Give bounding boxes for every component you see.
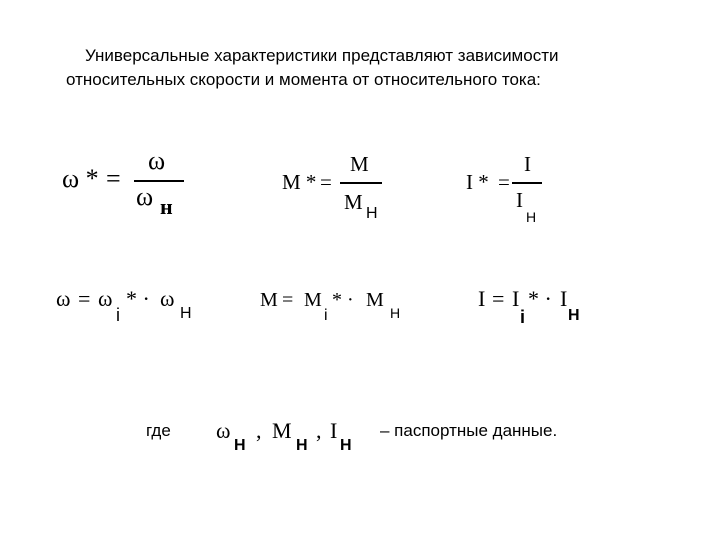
moment-abs-lhs: M [260,289,278,311]
current-abs-rhs-sub: Н [568,307,580,324]
intro-paragraph [66,44,666,92]
current-abs-rhs: I [560,286,568,311]
omega-abs-base: ω [98,286,113,311]
formula-omega-absolute [56,288,206,328]
moment-rel-den: M [344,190,363,214]
current-rel-den-sub: Н [526,209,537,225]
omega-abs-sub-i: i [116,305,120,325]
current-abs-lhs: I [478,286,486,311]
current-rel-lhs: I * [466,170,489,194]
omega-rel-num: ω [148,146,166,175]
moment-rel-eq: = [320,170,332,194]
footer-omega-sub: Н [234,437,246,454]
moment-abs-star: * · [332,289,354,311]
moment-abs-sub-i: i [324,307,328,324]
current-rel-fraction-bar [512,182,542,184]
footer-omega: ω [216,418,231,443]
moment-abs-base: M [304,289,322,311]
moment-abs-rhs-sub: Н [390,305,401,321]
formula-omega-relative [62,146,202,232]
passport-data-text: – паспортные данные. [380,421,558,440]
footer-current-sub: Н [340,437,352,454]
omega-abs-lhs: ω [56,286,71,311]
formula-current-relative [466,150,566,230]
moment-rel-den-sub: Н [366,205,378,222]
formula-moment-relative [282,152,402,232]
current-abs-base: I [512,286,520,311]
omega-abs-star: * · [126,286,150,311]
omega-rel-den-sub: н [160,194,173,219]
current-rel-den: I [516,188,523,212]
current-abs-star: * · [528,286,552,311]
moment-rel-fraction-bar [340,182,382,184]
footer-moment-sub: Н [296,437,308,454]
footer-comma-1: , [256,418,262,443]
current-rel-num: I [524,152,531,176]
current-rel-eq: = [498,170,510,194]
omega-abs-eq: = [78,286,91,311]
passport-data-symbols [216,418,376,458]
omega-abs-rhs-sub: Н [180,305,192,322]
omega-rel-lhs: ω * [62,164,99,193]
current-abs-sub-i: i [520,307,526,327]
moment-abs-rhs: M [366,289,384,311]
omega-rel-den: ω [136,182,154,211]
omega-abs-rhs: ω [160,286,175,311]
moment-rel-num: M [350,152,369,176]
current-abs-eq: = [492,286,505,311]
footer-moment: M [272,418,292,443]
moment-rel-lhs: M * [282,170,317,194]
formula-moment-absolute [260,290,410,330]
intro-line-1: Универсальные характеристики представляют зависимости [85,46,559,65]
footer-comma-2: , [316,418,322,443]
footer-current: I [330,418,338,443]
formula-current-absolute [478,288,598,328]
omega-rel-eq: = [106,164,121,193]
intro-line-2: относительных скорости и момента от относительного тока: [66,70,541,89]
moment-abs-eq: = [282,289,294,311]
where-label: где [146,421,171,440]
